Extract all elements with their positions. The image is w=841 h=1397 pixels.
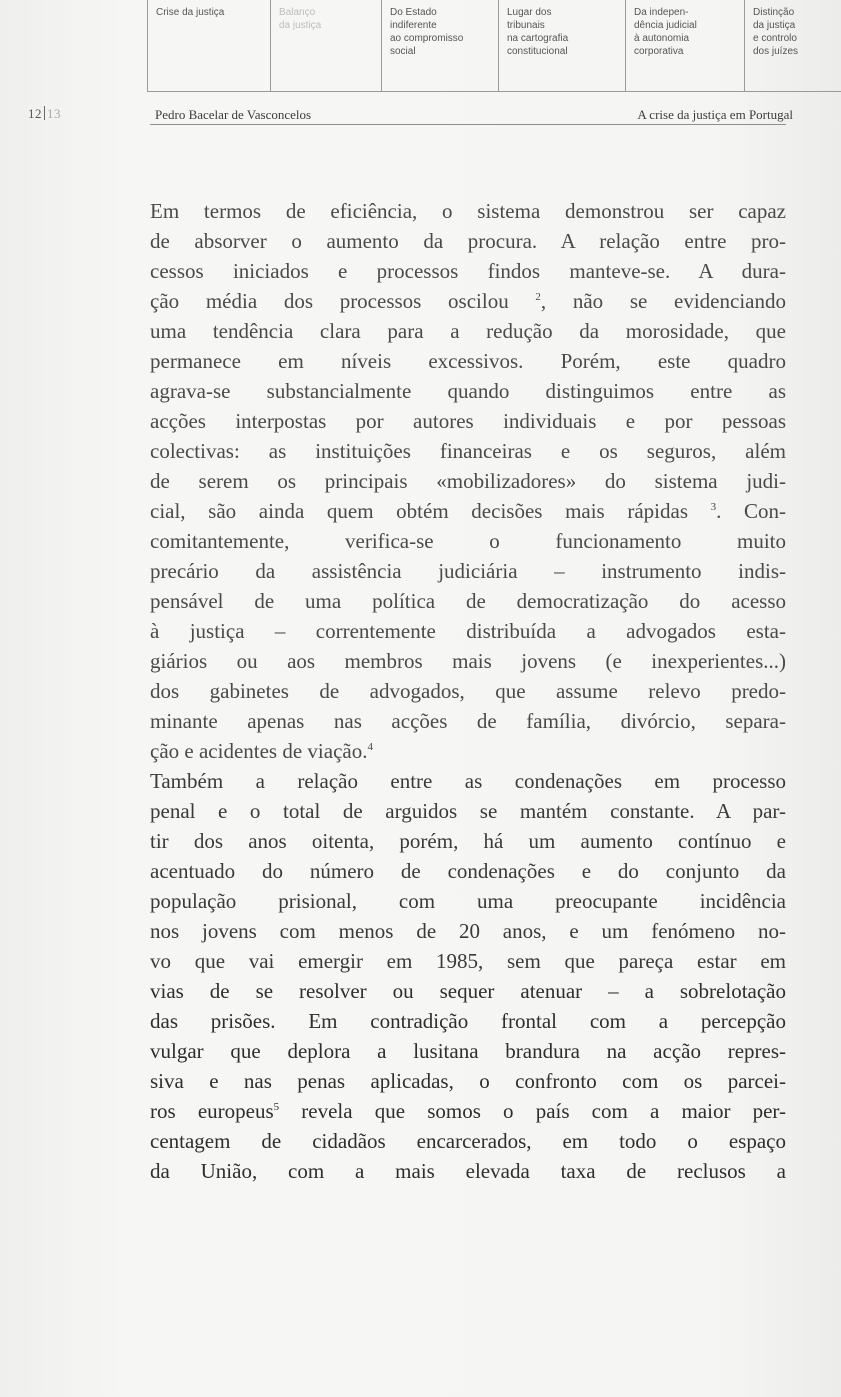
text-line	[150, 196, 786, 226]
text-line-content: ção média dos processos oscilou	[150, 289, 536, 313]
text-line-content: minante apenas nas acções de família, divórcio, separa-	[150, 709, 786, 733]
text-line	[150, 1036, 786, 1066]
text-line-content: dos gabinetes de advogados, que assume relevo predo-	[150, 679, 786, 703]
text-line-content: acentuado do número de condenações e do conjunto da	[150, 859, 786, 883]
author-name: Pedro Bacelar de Vasconcelos	[155, 107, 312, 122]
text-line	[150, 256, 786, 286]
text-line-content: centagem de cidadãos encarcerados, em todo o espaço	[150, 1129, 786, 1153]
text-line-content: acções interpostas por autores individuais e por pessoas	[150, 409, 786, 433]
text-line	[150, 946, 786, 976]
text-line-content: uma tendência clara para a redução da morosidade, que	[150, 319, 786, 343]
text-line-content: cial, são ainda quem obtém decisões mais rápidas	[150, 499, 711, 523]
text-line	[150, 466, 786, 496]
text-line-content: revela que somos o país com a maior per-	[279, 1099, 786, 1123]
text-line-content: das prisões. Em contradição frontal com a percepção	[150, 1009, 786, 1033]
table-cell: Balanço da justiça	[271, 0, 382, 92]
text-line	[150, 1066, 786, 1096]
text-line-content: à justiça – correntemente distribuída a advogados esta-	[150, 619, 786, 643]
text-line-content: comitantemente, verifica-se o funcionamento muito	[150, 529, 786, 553]
text-line	[150, 496, 786, 526]
text-line	[150, 916, 786, 946]
text-line-content: vulgar que deplora a lusitana brandura na acção repres-	[150, 1039, 786, 1063]
text-line-content: , não se evidenciando	[540, 289, 786, 313]
text-line-content: população prisional, com uma preocupante incidência	[150, 889, 786, 913]
text-line	[150, 226, 786, 256]
footnote-ref[interactable]: 5	[273, 1101, 280, 1113]
text-line-content: pensável de uma política de democratização do acesso	[150, 589, 786, 613]
text-line	[150, 856, 786, 886]
text-line-content: nos jovens com menos de 20 anos, e um fenómeno no-	[150, 919, 786, 943]
text-line	[150, 1126, 786, 1156]
text-line	[150, 1096, 786, 1126]
text-line	[150, 556, 786, 586]
table-cell: Do Estado indiferente ao compromisso social	[382, 0, 499, 92]
text-line	[150, 316, 786, 346]
text-line	[150, 1006, 786, 1036]
text-line-content: permanece em níveis excessivos. Porém, este quadro	[150, 349, 786, 373]
text-line-content: precário da assistência judiciária – instrumento indis-	[150, 559, 786, 583]
text-line	[150, 976, 786, 1006]
footnote-ref[interactable]: 3	[710, 501, 717, 513]
text-line	[150, 796, 786, 826]
text-line-content: ros europeus	[150, 1099, 274, 1123]
summary-table	[147, 0, 841, 92]
table-cell: Distinção da justiça e controlo dos juízes	[745, 0, 841, 92]
text-line	[150, 436, 786, 466]
text-line	[150, 376, 786, 406]
table-cell: Da indepen- dência judicial à autonomia corporativa	[626, 0, 745, 92]
text-line	[150, 286, 786, 316]
text-line-content: cessos iniciados e processos findos manteve-se. A dura-	[150, 259, 786, 283]
text-line	[150, 706, 786, 736]
text-line	[150, 676, 786, 706]
text-line-content: siva e nas penas aplicadas, o confronto com os parcei-	[150, 1069, 786, 1093]
table-cell: Crise da justiça	[148, 0, 271, 92]
text-line-content: giários ou aos membros mais jovens (e inexperientes...)	[150, 649, 786, 673]
body-text	[150, 196, 786, 1186]
page-number: 12 13	[28, 106, 61, 121]
footnote-ref[interactable]: 2	[535, 291, 541, 303]
text-line-content: colectivas: as instituições financeiras e os seguros, além	[150, 439, 786, 463]
text-line-content: ção e acidentes de viação.	[150, 739, 368, 763]
text-line-content: Também a relação entre as condenações em processo	[150, 769, 786, 793]
text-line-content: vo que vai emergir em 1985, sem que pareça estar em	[150, 949, 786, 973]
table-cell: Lugar dos tribunais na cartografia constitucional	[499, 0, 626, 92]
text-line-content: penal e o total de arguidos se mantém constante. A par-	[150, 799, 786, 823]
text-line	[150, 406, 786, 436]
text-line	[150, 826, 786, 856]
text-line	[150, 346, 786, 376]
table-row	[148, 0, 841, 92]
text-line	[150, 736, 786, 766]
text-line-content: Em termos de eficiência, o sistema demonstrou ser capaz	[150, 199, 786, 223]
text-line	[150, 766, 786, 796]
footnote-ref[interactable]: 4	[367, 741, 373, 753]
text-line	[150, 886, 786, 916]
text-line-content: de serem os principais «mobilizadores» do sistema judi-	[150, 469, 786, 493]
book-title: A crise da justiça em Portugal	[637, 107, 793, 122]
text-line	[150, 1156, 786, 1186]
text-line-content: de absorver o aumento da procura. A relação entre pro-	[150, 229, 786, 253]
text-line	[150, 616, 786, 646]
text-line-content: . Con-	[716, 499, 786, 523]
text-line	[150, 586, 786, 616]
text-line-content: vias de se resolver ou sequer atenuar – a sobrelotação	[150, 979, 786, 1003]
text-line-content: agrava-se substancialmente quando distinguimos entre as	[150, 379, 786, 403]
text-line	[150, 646, 786, 676]
running-header	[0, 106, 841, 126]
text-line	[150, 526, 786, 556]
header-divider	[150, 124, 786, 125]
text-line-content: da União, com a mais elevada taxa de reclusos a	[150, 1159, 786, 1183]
text-line-content: tir dos anos oitenta, porém, há um aumento contínuo e	[150, 829, 786, 853]
